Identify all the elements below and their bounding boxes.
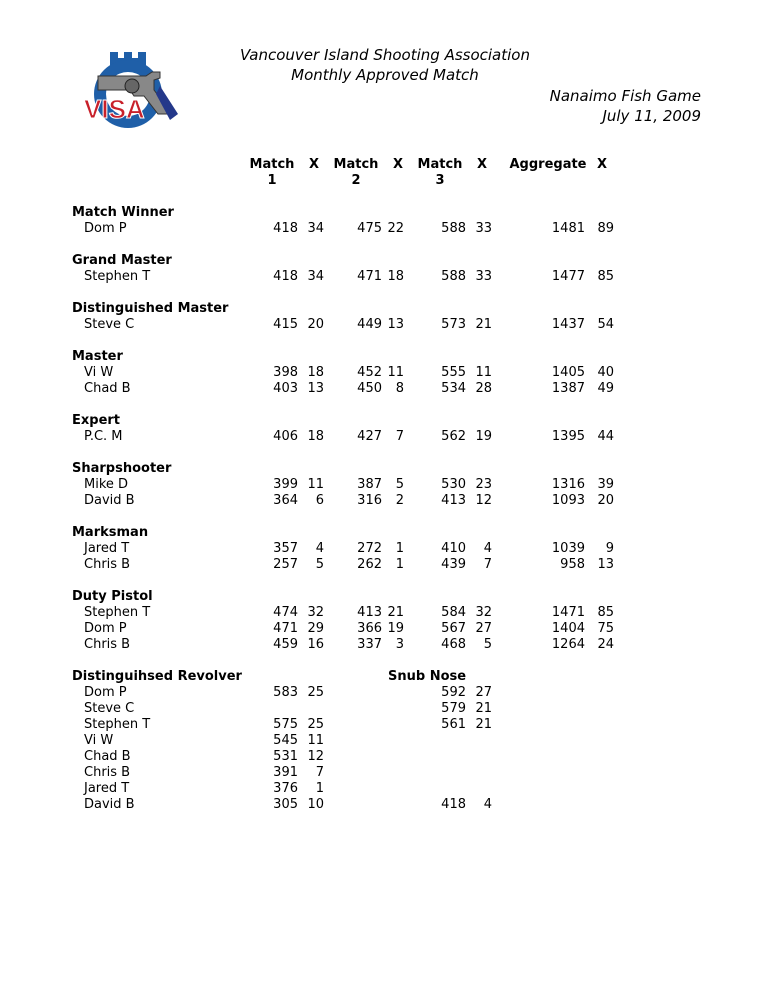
score-cell: 3 (395, 637, 404, 652)
score-cell: 20 (307, 317, 324, 332)
score-cell: 567 (441, 621, 466, 636)
date: July 11, 2009 (602, 107, 701, 125)
score-cell: 85 (597, 605, 614, 620)
score-cell: 418 (273, 221, 298, 236)
score-cell: 439 (441, 557, 466, 572)
score-cell: 418 (273, 269, 298, 284)
col-match1: Match 1 (249, 157, 295, 188)
score-cell: 10 (307, 797, 324, 812)
score-cell: 474 (273, 605, 298, 620)
score-cell: 958 (560, 557, 585, 572)
score-cell: 7 (483, 557, 492, 572)
score-cell: 4 (483, 541, 492, 556)
score-cell: 22 (387, 221, 404, 236)
score-cell: 562 (441, 429, 466, 444)
score-cell: 32 (475, 605, 492, 620)
score-cell: 9 (605, 541, 614, 556)
score-cell: 588 (441, 221, 466, 236)
shooter-name: Mike D (84, 477, 129, 492)
col-x1: X (308, 157, 320, 172)
section-title: Distinguished Master (72, 301, 229, 316)
score-cell: 262 (357, 557, 382, 572)
score-cell: 11 (475, 365, 492, 380)
score-cell: 418 (441, 797, 466, 812)
snub-nose-title: Snub Nose (388, 669, 467, 684)
shooter-name: Steve C (84, 317, 135, 332)
score-cell: 406 (273, 429, 298, 444)
score-cell: 257 (273, 557, 298, 572)
venue: Nanaimo Fish Game (549, 87, 701, 105)
score-cell: 1395 (551, 429, 585, 444)
score-cell: 8 (395, 381, 404, 396)
score-cell: 13 (307, 381, 324, 396)
score-cell: 5 (395, 477, 404, 492)
score-cell: 40 (597, 365, 614, 380)
score-cell: 357 (273, 541, 298, 556)
shooter-name: David B (84, 797, 135, 812)
score-cell: 305 (273, 797, 298, 812)
section-title: Sharpshooter (72, 461, 172, 476)
score-cell: 21 (475, 717, 492, 732)
score-cell: 33 (475, 221, 492, 236)
shooter-name: Vi W (84, 733, 114, 748)
score-cell: 25 (307, 685, 324, 700)
score-cell: 415 (273, 317, 298, 332)
score-cell: 12 (307, 749, 324, 764)
score-cell: 21 (475, 317, 492, 332)
score-cell: 1481 (551, 221, 585, 236)
score-cell: 12 (475, 493, 492, 508)
score-cell: 1 (395, 541, 404, 556)
shooter-name: Chris B (84, 637, 131, 652)
score-cell: 403 (273, 381, 298, 396)
score-cell: 337 (357, 637, 382, 652)
score-cell: 1404 (551, 621, 585, 636)
score-cell: 413 (441, 493, 466, 508)
event-title: Monthly Approved Match (291, 66, 479, 84)
score-cell: 450 (357, 381, 382, 396)
col-x3: X (476, 157, 488, 172)
score-cell: 1471 (551, 605, 585, 620)
score-cell: 18 (307, 429, 324, 444)
score-cell: 391 (273, 765, 298, 780)
score-cell: 534 (441, 381, 466, 396)
score-cell: 13 (387, 317, 404, 332)
section-title: Marksman (72, 525, 149, 540)
score-cell: 583 (273, 685, 298, 700)
score-cell: 272 (357, 541, 382, 556)
score-cell: 452 (357, 365, 382, 380)
section-title: Expert (72, 413, 121, 428)
score-cell: 376 (273, 781, 298, 796)
svg-text:VISA: VISA (84, 94, 145, 124)
score-cell: 7 (395, 429, 404, 444)
score-cell: 592 (441, 685, 466, 700)
score-cell: 579 (441, 701, 466, 716)
score-cell: 468 (441, 637, 466, 652)
score-cell: 19 (387, 621, 404, 636)
score-cell: 530 (441, 477, 466, 492)
score-cell: 1437 (551, 317, 585, 332)
score-cell: 573 (441, 317, 466, 332)
score-cell: 27 (475, 685, 492, 700)
shooter-name: David B (84, 493, 135, 508)
shooter-name: Dom P (84, 621, 127, 636)
score-cell: 575 (273, 717, 298, 732)
score-cell: 1093 (551, 493, 585, 508)
score-cell: 427 (357, 429, 382, 444)
score-cell: 39 (597, 477, 614, 492)
score-cell: 555 (441, 365, 466, 380)
score-cell: 459 (273, 637, 298, 652)
score-cell: 44 (597, 429, 614, 444)
score-cell: 49 (597, 381, 614, 396)
shooter-name: Vi W (84, 365, 114, 380)
score-cell: 19 (475, 429, 492, 444)
shooter-name: Chris B (84, 765, 131, 780)
col-match2: Match 2 (333, 157, 379, 188)
score-cell: 4 (483, 797, 492, 812)
score-cell: 23 (475, 477, 492, 492)
score-cell: 33 (475, 269, 492, 284)
score-cell: 366 (357, 621, 382, 636)
score-cell: 18 (387, 269, 404, 284)
score-cell: 13 (597, 557, 614, 572)
score-cell: 364 (273, 493, 298, 508)
shooter-name: Chris B (84, 557, 131, 572)
section-title: Match Winner (72, 205, 174, 220)
shooter-name: Stephen T (84, 269, 151, 284)
score-cell: 6 (315, 493, 324, 508)
score-cell: 545 (273, 733, 298, 748)
score-cell: 1405 (551, 365, 585, 380)
org-title: Vancouver Island Shooting Association (239, 46, 530, 64)
score-cell: 471 (273, 621, 298, 636)
score-cell: 28 (475, 381, 492, 396)
score-cell: 1477 (551, 269, 585, 284)
section-title: Master (72, 349, 123, 364)
score-cell: 531 (273, 749, 298, 764)
score-cell: 85 (597, 269, 614, 284)
score-cell: 54 (597, 317, 614, 332)
score-cell: 29 (307, 621, 324, 636)
score-cell: 387 (357, 477, 382, 492)
section-title: Distinguihsed Revolver (72, 669, 242, 684)
shooter-name: P.C. M (84, 429, 123, 444)
score-cell: 410 (441, 541, 466, 556)
score-cell: 5 (315, 557, 324, 572)
col-aggregate: Aggregate (509, 157, 587, 172)
score-cell: 1039 (551, 541, 585, 556)
col-match3: Match 3 (417, 157, 463, 188)
score-cell: 1 (395, 557, 404, 572)
score-cell: 449 (357, 317, 382, 332)
col-x2: X (392, 157, 404, 172)
shooter-name: Jared T (84, 541, 130, 556)
score-cell: 11 (307, 477, 324, 492)
score-cell: 1387 (551, 381, 585, 396)
shooter-name: Stephen T (84, 605, 151, 620)
section-title: Duty Pistol (72, 589, 153, 604)
score-cell: 89 (597, 221, 614, 236)
score-cell: 24 (597, 637, 614, 652)
score-cell: 1 (315, 781, 324, 796)
score-cell: 398 (273, 365, 298, 380)
score-cell: 399 (273, 477, 298, 492)
score-cell: 475 (357, 221, 382, 236)
score-cell: 21 (387, 605, 404, 620)
score-cell: 75 (597, 621, 614, 636)
score-cell: 316 (357, 493, 382, 508)
section-title: Grand Master (72, 253, 172, 268)
shooter-name: Dom P (84, 685, 127, 700)
score-cell: 1316 (551, 477, 585, 492)
shooter-name: Dom P (84, 221, 127, 236)
score-cell: 584 (441, 605, 466, 620)
score-cell: 471 (357, 269, 382, 284)
score-cell: 561 (441, 717, 466, 732)
shooter-name: Jared T (84, 781, 130, 796)
col-x4: X (596, 157, 608, 172)
score-cell: 11 (387, 365, 404, 380)
shooter-name: Chad B (84, 749, 131, 764)
score-cell: 11 (307, 733, 324, 748)
score-cell: 4 (315, 541, 324, 556)
score-cell: 16 (307, 637, 324, 652)
score-cell: 1264 (551, 637, 585, 652)
score-cell: 25 (307, 717, 324, 732)
score-cell: 5 (483, 637, 492, 652)
score-cell: 32 (307, 605, 324, 620)
score-cell: 27 (475, 621, 492, 636)
score-cell: 18 (307, 365, 324, 380)
score-cell: 2 (395, 493, 404, 508)
score-cell: 34 (307, 221, 324, 236)
score-cell: 20 (597, 493, 614, 508)
shooter-name: Stephen T (84, 717, 151, 732)
score-cell: 413 (357, 605, 382, 620)
score-cell: 588 (441, 269, 466, 284)
score-cell: 34 (307, 269, 324, 284)
score-cell: 21 (475, 701, 492, 716)
score-cell: 7 (315, 765, 324, 780)
shooter-name: Chad B (84, 381, 131, 396)
shooter-name: Steve C (84, 701, 135, 716)
